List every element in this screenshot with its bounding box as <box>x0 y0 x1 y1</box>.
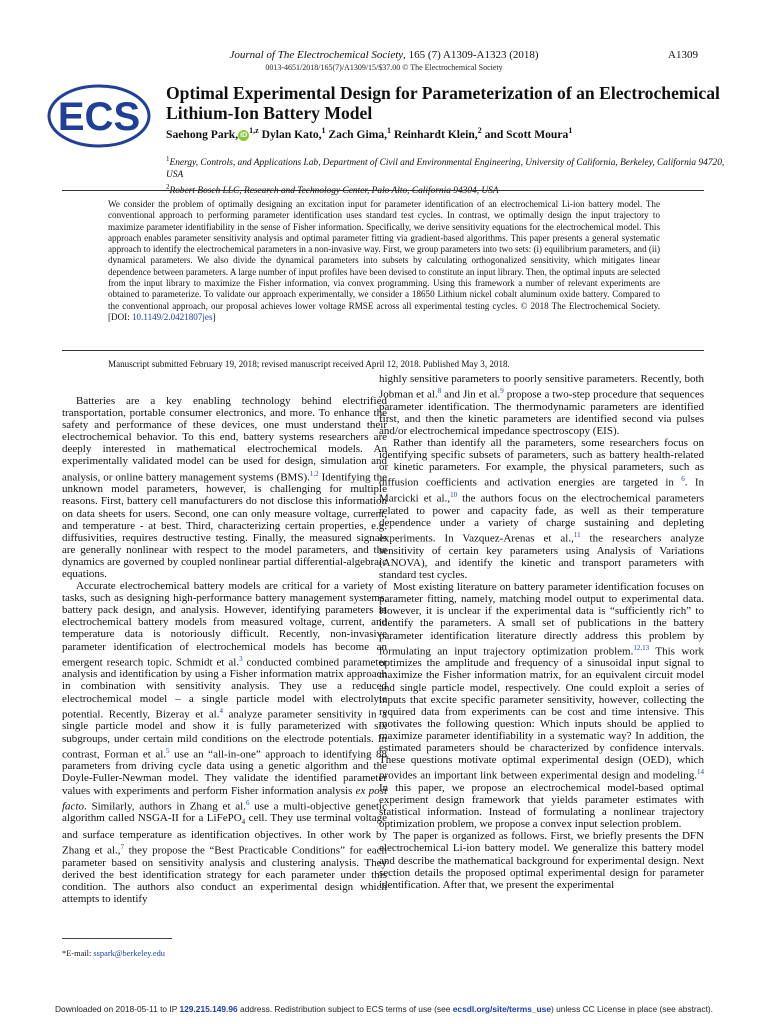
ecs-logo-text: ECS <box>57 95 141 139</box>
text-run: cell. They use terminal voltage and surface temperature as identification objectives. In other work by Zhang et al., <box>62 812 387 857</box>
abstract-end: ] <box>212 311 216 322</box>
text-run: This work optimizes the amplitude and frequency of a sinusoidal input signal to maximize the Fisher information matrix, for an equivalent circuit model and single particle model, respectively. One could exploit a series of inputs that excite specific parameter sensitivity, however, collecting the required data from experiments can be cost and time intensive. This motivates the following question: Which inputs should be applied to maximize parameter identifiability in a systematic way? In addition, the estimated parameters should be characterized by confidence intervals. These questions motivate optimal experimental design (OED), which provides an important link between experimental design and modeling. <box>379 645 704 782</box>
author-name: Zach Gima, <box>325 127 388 141</box>
text-run: . Similarly, authors in Zhang et al. <box>84 800 246 813</box>
text-run: Identifying the unknown model parameters, however, is challenging for multiple reasons. First, battery cell manufacturers do not disclose this information on data sheets for users. Second, one can only measure voltage, current, and temperature - at best. Third, characterizing certain properties, e.g. diffusivities, requires destructive testing. Finally, the measured signals are generally nonlinear with respect to the model parameters, and the dynamics are governed by coupled nonlinear partial differential-algebraic equations. <box>62 471 387 580</box>
paragraph <box>379 830 704 890</box>
article-title: Optimal Experimental Design for Parameterization of an Electrochemical Lithium-Ion Battery Model <box>166 83 720 123</box>
footer-text: ) unless CC License in place (see abstract). <box>550 1004 713 1014</box>
text-run: and Jin et al. <box>441 388 501 401</box>
footnote-label: *E-mail: <box>62 949 94 958</box>
text-run: The paper is organized as follows. First, we briefly presents the DFN electrochemical Li-ion battery model. We generalize this battery model and describe the mathematical background for experimental design. Next section details the proposed optimal experimental design for parameter identification. After that, we present the experimental <box>379 830 704 891</box>
email-link[interactable]: sspark@berkeley.edu <box>93 949 165 958</box>
text-run: use a multi-objective genetic algorithm called NSGA-II for a LiFePO <box>62 800 387 825</box>
paragraph <box>379 373 704 437</box>
affiliation-marker: 1 <box>387 126 392 135</box>
citation-link[interactable]: 1,2 <box>309 469 319 478</box>
affiliation-marker: 2 <box>477 126 482 135</box>
manuscript-dates: Manuscript submitted February 19, 2018; revised manuscript received April 12, 2018. Published May 3, 2018. <box>108 359 510 369</box>
text-run: the authors focus on the electrochemical parameters related to power and capacity fade, as well as their temperature dependence under a variety of charge sustaining and depleting experiments. In Vazquez-Arenas et al., <box>379 492 704 545</box>
citation-link[interactable]: 6 <box>681 475 685 484</box>
text-run: Accurate electrochemical battery models are critical for a variety of tasks, such as designing high-performance battery management systems, battery pack design, and analysis. However, identifying parameters in electrochemical battery models from measured voltage, current, and temperature data is notoriously difficult. Recently, non-invasive parameter identification of electrochemical models has become an emergent research topic. Schmidt et al. <box>62 580 387 669</box>
ecs-logo <box>47 84 151 148</box>
affiliation-number: 2 <box>166 183 170 192</box>
text-run: highly sensitive parameters to poorly sensitive parameters. Recently, both Jobman et al. <box>379 373 704 401</box>
author-name: and Scott Moura <box>481 127 569 141</box>
citation-link[interactable]: 8 <box>437 387 442 396</box>
text-run: propose a two-step procedure that sequences parameter identification. The thermodynamic parameters are identified first, and then the kinetic parameters are identified second via pulses and/or electrochemical impedance spectroscopy (EIS). <box>379 388 704 438</box>
abstract <box>108 199 660 323</box>
download-footer <box>0 1004 768 1014</box>
affiliation-marker: 1,z <box>249 126 259 135</box>
journal-citation <box>0 49 768 61</box>
citation-link[interactable]: 10 <box>450 491 458 500</box>
right-column <box>379 373 704 891</box>
journal-volume-pages: , 165 (7) A1309-A1323 (2018) <box>403 49 539 61</box>
left-column <box>62 395 387 905</box>
issn-line: 0013-4651/2018/165(7)/A1309/15/$37.00 © The Electrochemical Society <box>265 63 503 72</box>
journal-name: Journal of The Electrochemical Society <box>229 49 404 61</box>
italic-text: ex post facto <box>62 784 387 813</box>
paragraph <box>62 580 387 905</box>
ip-link[interactable]: 129.215.149.96 <box>179 1004 238 1014</box>
subscript: 4 <box>241 818 246 827</box>
footnote <box>62 949 165 958</box>
text-run: the researchers analyze sensitivity of certain key parameters using Analysis of Variations (ANOVA), and identify the kinetic and transport parameters with standard test cycles. <box>379 532 704 582</box>
abstract-top-rule <box>62 190 704 191</box>
footer-text: Downloaded on 2018-05-11 to IP <box>55 1004 180 1014</box>
citation-link[interactable]: 3 <box>239 654 243 663</box>
text-run: use an “all-in-one” approach to identifying 88 parameters from driving cycle data using a genetic algorithm and the Doyle-Fuller-Newman model. They validate the identified parameter values with experiments and perform Fisher information analysis <box>62 748 387 797</box>
affiliation-marker: 1 <box>568 126 573 135</box>
author-name: Saehong Park, <box>166 127 239 141</box>
text-run: Rather than identify all the parameters, some researchers focus on identifying specific subsets of parameters, such as battery health-related or kinetic parameters. For example, the physical parameters, such as diffusion coefficients and activation energies are targeted in <box>379 437 704 490</box>
paragraph <box>379 437 704 581</box>
paragraph <box>379 581 704 830</box>
paragraph <box>62 395 387 580</box>
footer-text: address. Redistribution subject to ECS terms of use (see <box>237 1004 453 1014</box>
abstract-bottom-rule <box>62 350 704 351</box>
footnote-rule <box>62 938 172 939</box>
affiliation-text: Robert Bosch LLC, Research and Technology Center, Palo Alto, California 94304, USA <box>169 186 499 197</box>
orcid-icon[interactable]: iD <box>240 131 248 139</box>
text-run: analyze parameter sensitivity in a single particle model and show it is fully parameterized with six subgroups, under certain mild conditions on the electrode potentials. In contrast, Forman et al. <box>62 708 388 761</box>
text-run: they propose the “Best Practicable Conditions” for each parameter based on sensitivity analysis and clustering analysis. They derived the best identification strategy for each parameter under this condition. The authors also conduct an experimental design which attempts to identify <box>62 844 387 905</box>
citation-link[interactable]: 4 <box>219 706 223 715</box>
affiliation-text: Energy, Controls, and Applications Lab, Department of Civil and Environmental Engineering, University of California, Berkeley, California 94720, USA <box>166 158 725 181</box>
citation-link[interactable]: 14 <box>697 768 704 777</box>
citation-link[interactable]: 11 <box>573 531 581 540</box>
terms-link[interactable]: ecsdl.org/site/terms_use <box>452 1004 551 1014</box>
citation-link[interactable]: 6 <box>245 798 250 807</box>
text-run: conducted combined parameter analysis and identification by using a Fisher information matrix approach in combination with sensitivity analysis. They use a reduced electrochemical model – a single particle model with electrolyte potential. Recently, Bizeray et al. <box>62 656 387 721</box>
text-run: In this paper, we propose an electrochemical model-based optimal experiment design framework that yields parameter estimates with statistical information. Instead of formulating a nonlinear trajectory optimization problem, we propose a convex input selection problem. <box>379 781 704 831</box>
abstract-text: We consider the problem of optimally designing an excitation input for parameter identification of an electrochemical Li-ion battery model. The conventional approach to performing parameter identification uses standard test cycles. In contrast, we optimally design the input trajectory to maximize parameter identifiability in the sense of Fisher information. Specifically, we derive sensitivity equations for the electrochemical model. This approach enables parameter sensitivity analysis and optimal parameter fitting via gradient-based algorithms. This paper presents a general systematic approach to identify the electrochemical parameters in a non-invasive way. First, we group parameters into two sets: (i) equilibrium parameters, and (ii) dynamical parameters. We also divide the dynamical parameters into subsets by calculating orthogonalized sensitivity, which mitigates linear dependence between parameters. A large number of input profiles have been devised to constitute an input library. Then, the optimal inputs are selected from the input library to maximize the Fisher information, via convex programming. Using this framework a number of relevant experiments are obtained to parameterize. To validate our approach experimentally, we consider a 18650 Lithium nickel cobalt aluminum oxide battery. Compared to the conventional approach, our proposal achieves lower voltage RMSE across all experimental testing cycles. © 2018 The Electrochemical Society. [DOI: <box>108 199 660 322</box>
text-run: . In Marcicki et al., <box>379 477 704 505</box>
affiliation-1 <box>166 153 726 181</box>
text-run: Most existing literature on battery parameter identification focuses on parameter fitting, namely, matching model output to experimental data. However, it is unclear if the experimental data is “sufficiently rich” to identify the parameters. A small set of publications in the battery parameter identification literature directly address this problem by formulating an input trajectory optimization problem. <box>379 581 704 658</box>
author-name: Dylan Kato, <box>258 127 322 141</box>
citation-link[interactable]: 5 <box>166 746 170 755</box>
citation-link[interactable]: 12,13 <box>633 643 650 652</box>
doi-link[interactable]: 10.1149/2.0421807jes <box>132 311 213 322</box>
citation-link[interactable]: 7 <box>120 842 125 851</box>
affiliation-marker: 1 <box>321 126 326 135</box>
citation-link[interactable]: 9 <box>500 387 504 396</box>
page-number: A1309 <box>668 49 698 61</box>
author-list <box>166 126 726 141</box>
text-run: Batteries are a key enabling technology behind electrified transportation, portable consumer electronics, and more. To enhance the safety and performance of these devices, one must understand their electrochemical behavior. To this end, battery systems researchers are deeply interested in mathematical electrochemical models. An experimentally validated model can be used for design, simulation and analysis, or online battery management systems (BMS). <box>62 395 387 484</box>
affiliation-number: 1 <box>166 155 170 163</box>
author-name: Reinhardt Klein, <box>391 127 478 141</box>
